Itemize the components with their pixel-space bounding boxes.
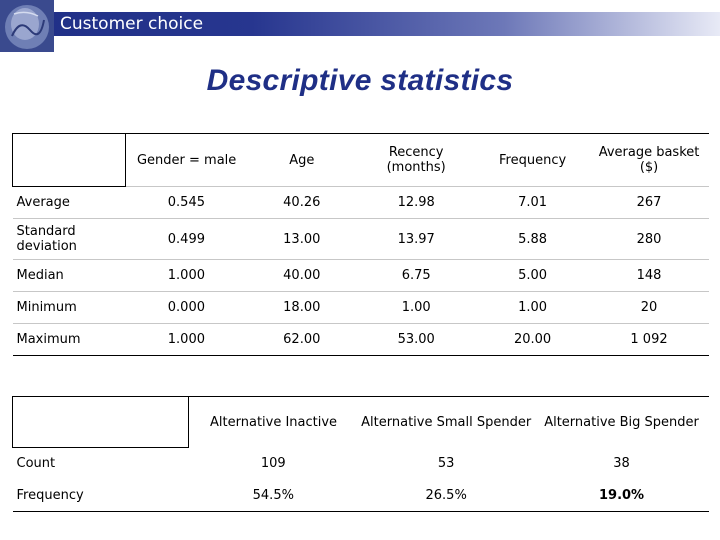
table-row <box>13 324 710 356</box>
table-cell: 62.00 <box>247 324 356 356</box>
table-row <box>13 187 710 219</box>
table-cell: 7.01 <box>476 187 589 219</box>
row-label: Average <box>13 187 126 219</box>
table-cell: 267 <box>589 187 709 219</box>
table-row <box>13 292 710 324</box>
table-cell: 13.00 <box>247 219 356 260</box>
column-header: Alternative Big Spender <box>534 397 709 448</box>
table-cell: 5.88 <box>476 219 589 260</box>
header-corner <box>13 134 126 187</box>
table-cell: 5.00 <box>476 260 589 292</box>
table-cell: 20 <box>589 292 709 324</box>
table-cell: 148 <box>589 260 709 292</box>
table-cell: 53 <box>437 456 455 471</box>
alternatives-table <box>12 396 709 512</box>
statistics-table <box>12 133 709 356</box>
table-cell: 20.00 <box>476 324 589 356</box>
logo-icon <box>0 0 54 52</box>
table-cell: 26.5% <box>358 480 534 512</box>
row-label: Maximum <box>13 324 126 356</box>
row-label: Count <box>16 456 56 472</box>
table-cell: 13.97 <box>356 219 476 260</box>
table-row <box>13 448 710 480</box>
column-header: Recency (months) <box>356 134 476 187</box>
row-label: Standard deviation <box>13 219 126 260</box>
table-cell: 54.5% <box>188 480 358 512</box>
column-header: Average basket ($) <box>589 134 709 187</box>
table-cell: 19.0% <box>534 480 709 512</box>
row-label: Frequency <box>13 480 189 512</box>
table-cell: 1.000 <box>125 260 247 292</box>
table-header-row <box>13 397 710 448</box>
column-header: Alternative Small Spender <box>358 397 534 448</box>
table-cell: 0.000 <box>125 292 247 324</box>
table-cell: 109 <box>260 456 286 471</box>
column-header: Age <box>247 134 356 187</box>
row-label: Minimum <box>13 292 126 324</box>
table-cell: 53.00 <box>356 324 476 356</box>
table-cell: 1 092 <box>589 324 709 356</box>
column-header: Gender = male <box>125 134 247 187</box>
table-row <box>13 219 710 260</box>
table-cell: 40.26 <box>247 187 356 219</box>
table-cell: 6.75 <box>356 260 476 292</box>
slide-title: Customer choice <box>60 14 204 34</box>
row-label: Median <box>13 260 126 292</box>
page-title: Descriptive statistics <box>206 64 514 97</box>
table-cell: 0.499 <box>125 219 247 260</box>
table-cell: 40.00 <box>247 260 356 292</box>
table-cell: 18.00 <box>247 292 356 324</box>
table-row <box>13 480 710 512</box>
header-corner <box>13 397 189 448</box>
table-cell: 1.00 <box>356 292 476 324</box>
table-header-row <box>13 134 710 187</box>
table-cell: 1.00 <box>476 292 589 324</box>
table-cell: 1.000 <box>125 324 247 356</box>
table-cell: 280 <box>589 219 709 260</box>
column-header: Alternative Inactive <box>188 397 358 448</box>
table-cell: 0.545 <box>125 187 247 219</box>
table-cell: 38 <box>613 456 630 471</box>
column-header: Frequency <box>476 134 589 187</box>
table-cell: 12.98 <box>356 187 476 219</box>
table-row <box>13 260 710 292</box>
